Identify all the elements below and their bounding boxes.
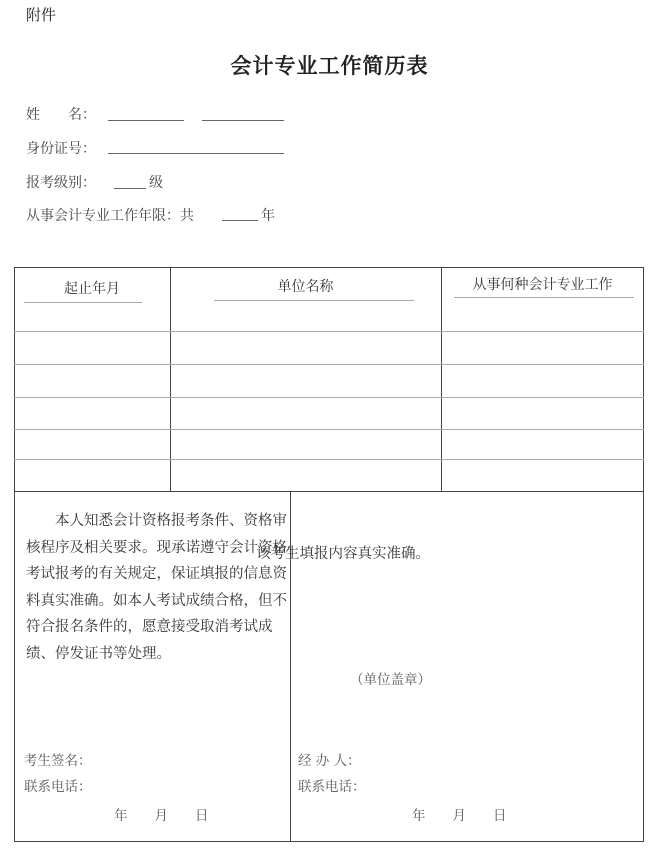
unit-stamp-label: （单位盖章） — [350, 672, 431, 688]
section-divider — [14, 491, 644, 492]
candidate-pledge-text: 本人知悉会计资格报考条件、资格审核程序及相关要求。现承诺遵守会计资格考试报考的有关规定，保证填报的信息资料真实准确。如本人考试成绩合格，但不符合报名条件的，愿意接受取消考试成绩、停发证书等处理。 — [26, 513, 287, 662]
id-number-label: 身份证号： — [26, 141, 96, 157]
column-header-unit-name: 单位名称 — [277, 279, 334, 295]
table-right-border — [643, 267, 644, 842]
work-years-suffix: 年 — [261, 208, 275, 224]
unit-phone-label: 联系电话： — [298, 779, 366, 795]
table-top-border — [14, 267, 644, 268]
column-divider-1 — [170, 267, 171, 491]
table-row-line-2[interactable] — [14, 364, 644, 365]
column-divider-2 — [441, 267, 442, 491]
unit-date-label: 年 月 日 — [412, 808, 507, 824]
table-row-line-5[interactable] — [14, 459, 644, 460]
candidate-phone-label: 联系电话： — [24, 779, 92, 795]
column-header-period: 起止年月 — [64, 281, 120, 297]
table-bottom-border — [14, 841, 644, 842]
exam-level-field[interactable] — [114, 188, 146, 189]
exam-level-suffix: 级 — [149, 175, 163, 191]
handler-label: 经 办 人： — [298, 753, 361, 769]
table-row-line-3[interactable] — [14, 397, 644, 398]
work-years-field[interactable] — [222, 220, 258, 221]
attachment-label: 附件 — [26, 6, 57, 24]
name-field-1[interactable] — [108, 120, 184, 121]
table-row-line-1[interactable] — [14, 331, 644, 332]
table-row-line-4[interactable] — [14, 429, 644, 430]
header-underline-1 — [24, 302, 142, 303]
column-header-job-type: 从事何种会计专业工作 — [472, 277, 613, 293]
candidate-date-label: 年 月 日 — [114, 808, 209, 824]
candidate-signature-label: 考生签名： — [24, 753, 92, 769]
exam-level-label: 报考级别： — [26, 175, 96, 191]
name-label: 姓 名： — [26, 107, 96, 123]
unit-confirmation-text: 该考生填报内容真实准确。 — [256, 546, 430, 562]
id-number-field[interactable] — [108, 153, 284, 154]
name-field-2[interactable] — [202, 120, 284, 121]
header-underline-3 — [454, 297, 634, 298]
table-left-border — [14, 267, 15, 842]
form-title: 会计专业工作简历表 — [230, 53, 429, 78]
header-underline-2 — [214, 300, 414, 301]
work-years-label: 从事会计专业工作年限：共 — [26, 208, 194, 224]
